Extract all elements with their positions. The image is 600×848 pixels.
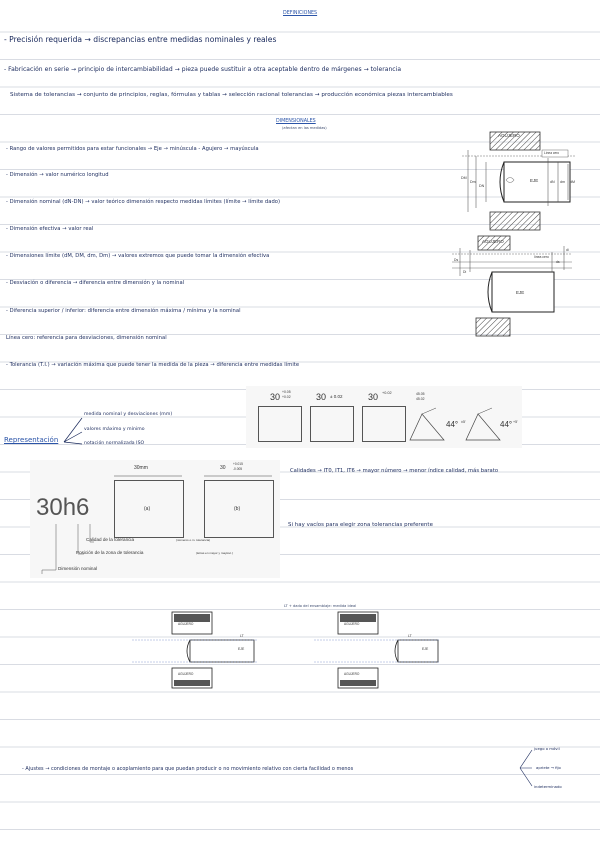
fig1-dmin-label: Dm [470, 180, 476, 184]
dim-item-8: Línea cero: referencia para desviaciones, dimensión nominal [6, 335, 167, 341]
iso-dim-b: 30 [220, 465, 226, 471]
fit-left-eje: EJE [238, 647, 245, 651]
iso-calidad: Calidad de la tolerancia [86, 537, 135, 542]
iso-posicion-note: (letras en mayor y mayúsc.) [196, 551, 234, 555]
ajustes-option-3: indeterminado [534, 784, 562, 789]
example-1-inf: +0.02 [282, 395, 291, 399]
representacion-label: Representación [4, 436, 59, 444]
figure-hole-shaft-limits [438, 128, 578, 234]
tolerance-examples-panel [246, 386, 522, 448]
dimensionales-subheading: (afectan en las medidas) [282, 126, 327, 130]
representacion-bracket [62, 412, 92, 452]
note-precision: - Precisión requerida → discrepancias entre medidas nominales y reales [4, 35, 277, 44]
iso-dev-b-inf: -0.005 [233, 467, 243, 471]
representacion-item-3: notación normalizada ISO [84, 441, 145, 446]
representacion-item-2: valores máximo y mínimo [84, 427, 145, 432]
fig1-dmin-shaft-label: dm [560, 180, 565, 184]
iso-nominal: Dimensión nominal [58, 566, 98, 571]
fig2-ds-shaft-label: ds [556, 260, 560, 264]
note-fabricacion: - Fabricación en serie → principio de intercambiabilidad → pieza puede sustituir a otra aceptable dentro de márgenes → tolerancia [4, 66, 402, 73]
fig2-eje-label: EJE [516, 290, 525, 295]
iso-dev-b-sup: +0.015 [233, 462, 243, 466]
fig1-dn-shaft-label: dN [550, 180, 555, 184]
angle-1-dev: ±5' [461, 420, 466, 424]
dim-item-5: - Dimensiones límite (dM, DM, dm, Dm) → valores extremos que puede tomar la dimensión efectiva [6, 253, 270, 259]
angle-2-value: 44° [500, 420, 513, 429]
fit-right-agujero: AGUJERO [344, 622, 360, 626]
example-box-2 [310, 406, 354, 442]
figure-hole-shaft-svg [438, 128, 578, 234]
fit-diagram-left [130, 610, 260, 690]
fig2-di-label: Di [463, 270, 467, 274]
dim-item-2: - Dimensión → valor numérico longitud [6, 172, 109, 178]
fit-diagram-right [312, 610, 442, 690]
fig1-dmax-shaft-label: dM [570, 180, 575, 184]
example-2-value: 30 [316, 392, 327, 402]
angle-1-value: 44° [446, 420, 459, 429]
fig1-dm-label: DM [461, 176, 467, 180]
fit-right-agujero-bottom: AGUJERO [344, 672, 360, 676]
example-box-3 [362, 406, 406, 442]
fit-left-agujero-bottom: AGUJERO [178, 672, 194, 676]
ajustes-option-2: apriete → fijo [536, 765, 561, 770]
fig2-di-shaft-label: di [566, 248, 569, 252]
iso-dimension-lines [30, 466, 280, 486]
ajustes-brace [518, 748, 538, 788]
dim-item-3: - Dimensión nominal (dN-DN) → valor teórico dimensión respecto medidas límites (límite → límite dado) [6, 199, 281, 205]
dim-item-9: - Tolerancia (T.I.) → variación máxima que puede tener la medida de la pieza → diferencia entre medidas límite [6, 362, 300, 368]
dim-item-7: - Diferencia superior / inferior: diferencia entre dimensión máxima / mínima y la nominal [6, 308, 241, 314]
angle-2-dev: +5' [513, 420, 518, 424]
dim-item-1: - Rango de valores permitidos para estar funcionales → Eje → minúscula - Agujero → mayúscula [6, 146, 259, 152]
example-3-value: 30 [368, 392, 379, 402]
iso-dim-a: 30mm [134, 465, 148, 471]
dimensionales-heading: DIMENSIONALES [276, 119, 316, 124]
iso-code: 30h6 [36, 494, 90, 521]
fig2-agujero-label: AGUJERO [482, 239, 504, 244]
vacios-note: Si hay vacíos para elegir zona tolerancias preferente [288, 522, 433, 528]
example-4-sup: 45.05 [416, 392, 425, 396]
fit-right-eje: EJE [422, 647, 429, 651]
ajustes-note: - Ajustes → condiciones de montaje o acoplamiento para que puedan producir o no movimiento relativo con cierta facilidad o menos [22, 766, 354, 772]
fig1-eje-label: EJE [530, 178, 539, 183]
example-1-value: 30 [270, 392, 281, 402]
iso-calidad-note: (números o.m. tolerancia) [176, 538, 211, 542]
fit-left-lt: LT [240, 634, 244, 638]
iso-label-a: (a) [144, 506, 151, 512]
example-box-1 [258, 406, 302, 442]
fig1-dn-label: DN [479, 184, 485, 188]
dim-item-4: - Dimensión efectiva → valor real [6, 226, 94, 232]
representacion-item-1: medida nominal y desviaciones (mm) [84, 412, 173, 417]
dim-item-6: - Desviación o diferencia → diferencia entre dimensión y la nominal [6, 280, 185, 286]
example-4-inf: 45.02 [416, 397, 425, 401]
example-2-dev: ± 0.02 [330, 394, 343, 399]
page-title: DEFINICIONES [283, 11, 318, 16]
example-3-dev: +0.02 [382, 391, 392, 395]
iso-label-b: (b) [234, 506, 241, 512]
fig2-linea-cero-label: línea cero [534, 255, 549, 259]
ajustes-option-1: juego o móvil [534, 746, 560, 751]
note-sistema: Sistema de tolerancias → conjunto de principios, reglas, fórmulas y tablas → selección racional tolerancias → producción económica piezas intercambiables [10, 92, 453, 98]
fit-left-agujero: AGUJERO [178, 622, 194, 626]
ajustes-caption: LT + dado del ensamblaje: medida ideal [284, 604, 357, 608]
iso-posicion: Posición de la zona de tolerancia [76, 550, 144, 555]
figure-deviations-svg [448, 232, 578, 340]
fig1-agujero-label: AGUJERO [498, 133, 520, 138]
fit-right-lt: LT [408, 634, 412, 638]
iso-notation-panel [30, 460, 280, 578]
example-1-sup: +0.05 [282, 390, 291, 394]
fig1-linea-cero-label: Línea cero [544, 151, 560, 155]
figure-deviations [448, 232, 578, 340]
fig2-ds-label: Ds [454, 258, 459, 262]
calidades-note: Calidades → IT0, IT1, IT6 → mayor número → menor índice calidad, más barato [290, 468, 499, 474]
